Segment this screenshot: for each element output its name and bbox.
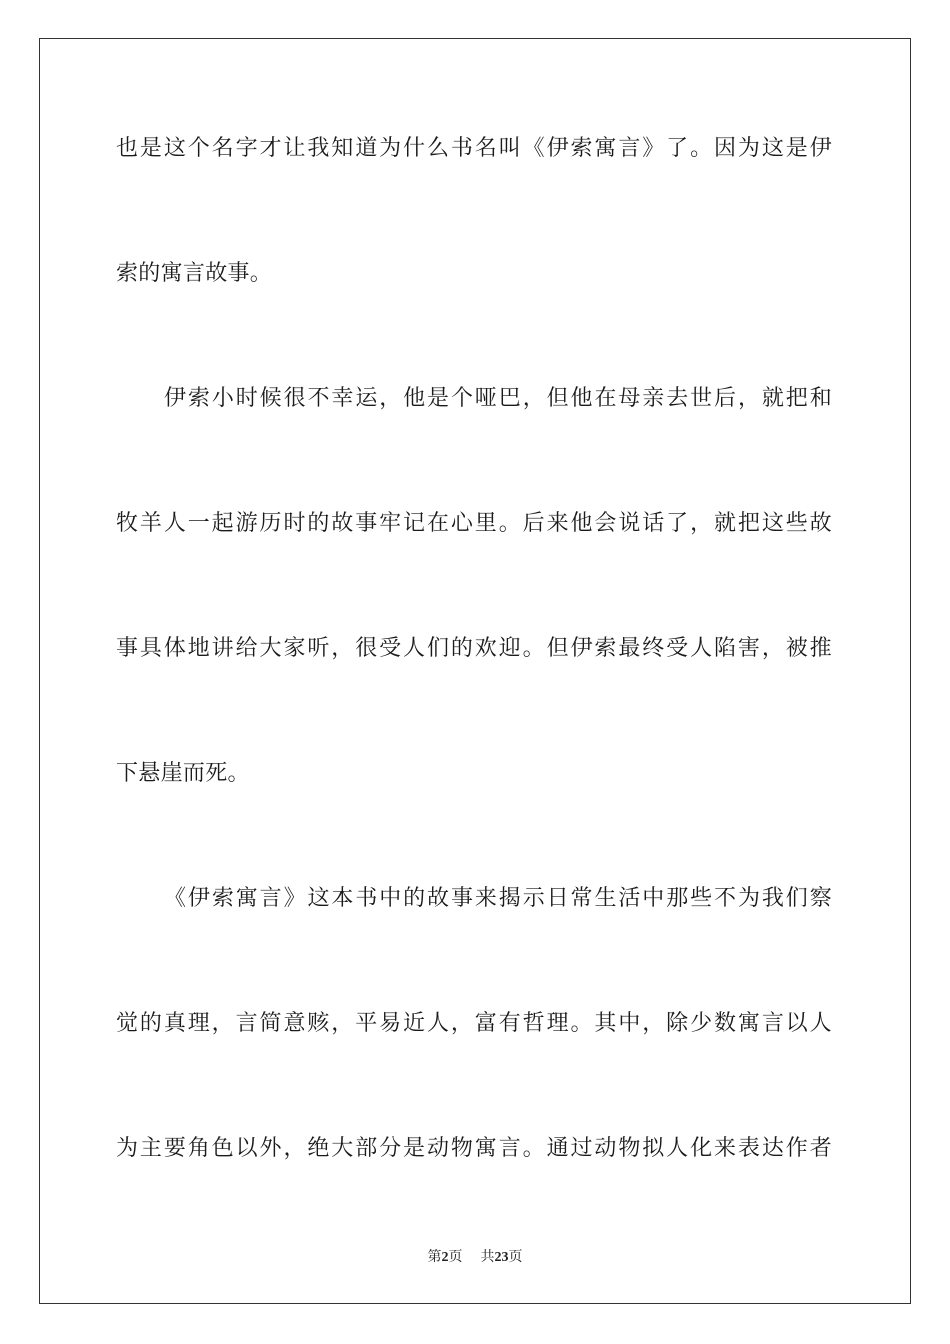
page-number: 2 xyxy=(441,1250,449,1265)
page-footer xyxy=(0,1248,950,1267)
page-prefix: 第 xyxy=(427,1249,442,1265)
paragraph-line: 《伊索寓言》这本书中的故事来揭示日常生活中那些不为我们察 xyxy=(164,886,832,911)
paragraph-line: 事具体地讲给大家听，很受人们的欢迎。但伊索最终受人陷害，被推 xyxy=(116,636,832,661)
page-border xyxy=(39,38,911,1304)
paragraph-line: 觉的真理，言简意赅，平易近人，富有哲理。其中，除少数寓言以人 xyxy=(116,1011,832,1036)
total-suffix: 页 xyxy=(508,1249,523,1265)
paragraph-line: 牧羊人一起游历时的故事牢记在心里。后来他会说话了，就把这些故 xyxy=(116,511,832,536)
total-prefix: 共 xyxy=(480,1249,495,1265)
paragraph-line: 索的寓言故事。 xyxy=(116,261,273,286)
paragraph-line: 伊索小时候很不幸运，他是个哑巴，但他在母亲去世后，就把和 xyxy=(164,386,832,411)
paragraph-line: 下悬崖而死。 xyxy=(116,761,250,786)
paragraph-line: 为主要角色以外，绝大部分是动物寓言。通过动物拟人化来表达作者 xyxy=(116,1136,832,1161)
paragraph-line: 也是这个名字才让我知道为什么书名叫《伊索寓言》了。因为这是伊 xyxy=(116,136,832,161)
total-pages: 23 xyxy=(494,1250,509,1265)
page-suffix: 页 xyxy=(448,1249,463,1265)
